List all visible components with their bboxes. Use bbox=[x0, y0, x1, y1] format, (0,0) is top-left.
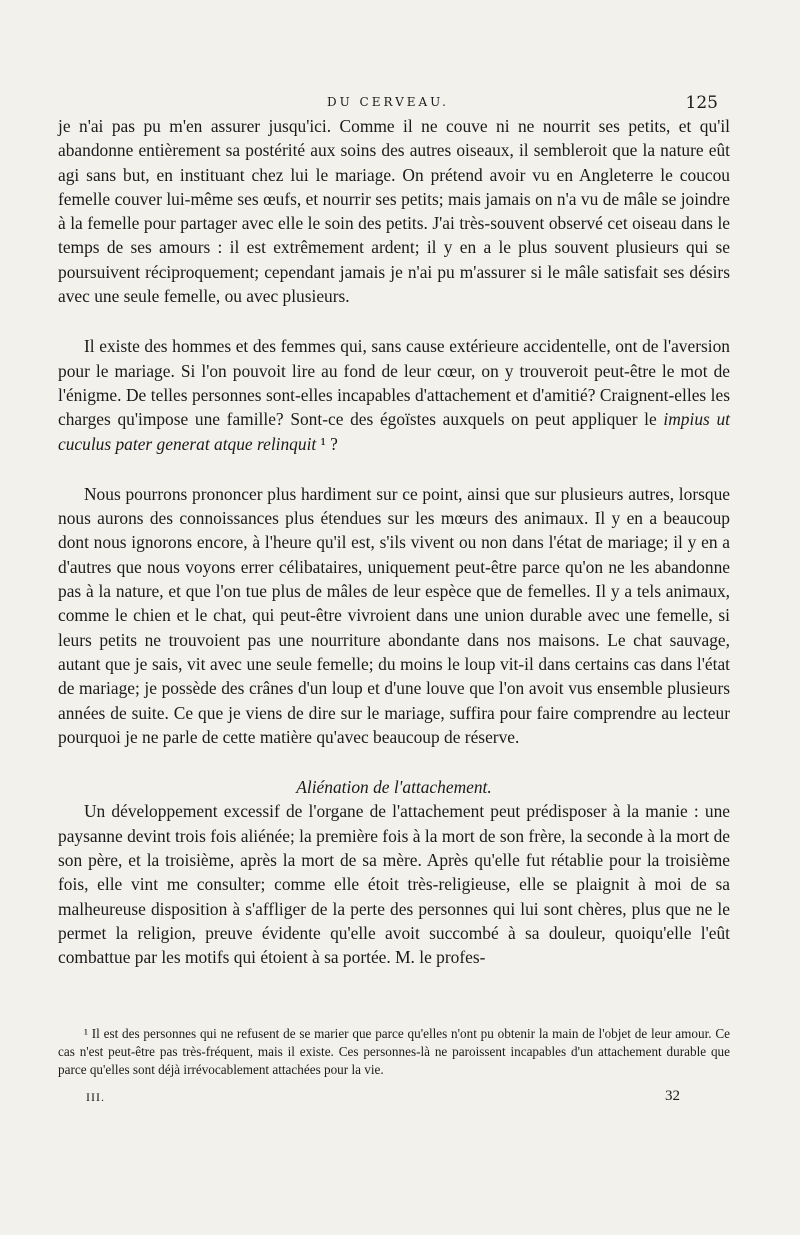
paragraph-3: Nous pourrons prononcer plus hardiment sur ce point, ainsi que sur plusieurs autres, lorsque nous aurons des connoissances plus étendues sur les mœurs des animaux. Il y en a beaucoup dont nous ignorons encore, à l'heure qu'il est, s'ils vivent ou non dans l'état de mariage; il y en a d'autres que nous voyons errer célibataires, uniquement peut-être parce qu'on ne les abandonne pas à la nature, et que l'on tue plus de mâles de leur espèce que de femelles. Il y a tels animaux, comme le chien et le chat, qui peut-être vivroient dans une union durable avec une femelle, si leurs petits ne trouvoient pas une nourriture abondante dans nos maisons. Le chat sauvage, autant que je sais, vit avec une seule femelle; du moins le loup vit-il dans certains cas dans l'état de mariage; je possède des crânes d'un loup et d'une louve que l'on avoit vus ensemble plusieurs années de suite. Ce que je viens de dire sur le mariage, suffira pour faire comprendre au lecteur pourquoi je ne parle de cette matière qu'avec beaucoup de réserve. bbox=[58, 483, 730, 747]
page-number: 125 bbox=[685, 93, 718, 113]
paragraph-1: je n'ai pas pu m'en assurer jusqu'ici. Comme il ne couve ni ne nourrit ses petits, et qu'il abandonne entièrement sa postérité aux soins des autres oiseaux, il sembleroit que la nature eût agi sans but, en instituant chez lui le mariage. On prétend avoir vu en Angleterre le coucou femelle couver lui-même ses œufs, et nourrir ses petits; mais jamais on n'a vu de mâle se joindre à la femelle pour partager avec elle le soin des petits. J'ai très-souvent observé cet oiseau dans le temps de ses amours : il est extrêmement ardent; il y en a le plus souvent plusieurs qui se poursuivent réciproquement; cependant jamais je n'ai pu m'assurer si le mâle satisfait ses désirs avec une seule femelle, ou avec plusieurs. bbox=[58, 116, 730, 307]
sheet-signature: 32 bbox=[665, 1088, 680, 1104]
footnote: ¹ Il est des personnes qui ne refusent de se marier que parce qu'elles n'ont pu obtenir la main de l'objet de leur amour. Ce cas n'est peut-être pas très-fréquent, mais il existe. Ces personnes-là ne paroissent incapables d'un attachement durable que parce qu'elles sont déjà irrévocablement attachées pour la vie. bbox=[58, 1026, 730, 1077]
signature-line bbox=[58, 1088, 680, 1108]
running-title: DU CERVEAU. bbox=[326, 95, 449, 109]
running-head bbox=[58, 93, 718, 115]
latin-quote: impius ut cuculus pater generat atque relinquit bbox=[58, 409, 730, 454]
section-heading: Aliénation de l'attachement. bbox=[296, 777, 492, 798]
footnote-reference: ¹ ? bbox=[316, 433, 338, 454]
paragraph-2-text: Il existe des hommes et des femmes qui, sans cause extérieure accidentelle, ont de l'aversion pour le mariage. Si l'on pouvoit lire au fond de leur cœur, on y trouveroit peut-être le mot de l'énigme. De telles personnes sont-elles incapables d'attachement et d'amitié? Craignent-elles les charges qu'impose une famille? Sont-ce des égoïstes auxquels on peut appliquer le bbox=[58, 336, 730, 430]
paragraph-2 bbox=[58, 334, 730, 455]
volume-mark: III. bbox=[86, 1090, 105, 1104]
paragraph-4: Un développement excessif de l'organe de l'attachement peut prédisposer à la manie : une paysanne devint trois fois aliénée; la première fois à la mort de son frère, la seconde à la mort de son père, et la troisième, après la mort de sa mère. Après qu'elle fut rétablie pour la troisième fois, elle vint me consulter; comme elle étoit très-religieuse, elle se plaignit à moi de sa malheureuse disposition à s'affliger de la perte des personnes qui lui sont chères, plus que ne le permet la religion, preuve évidente qu'elle avoit succombé à sa douleur, quoiqu'elle l'eût combattue par les motifs qui étoient à sa portée. M. le profes- bbox=[58, 801, 730, 968]
body-text bbox=[58, 114, 730, 970]
